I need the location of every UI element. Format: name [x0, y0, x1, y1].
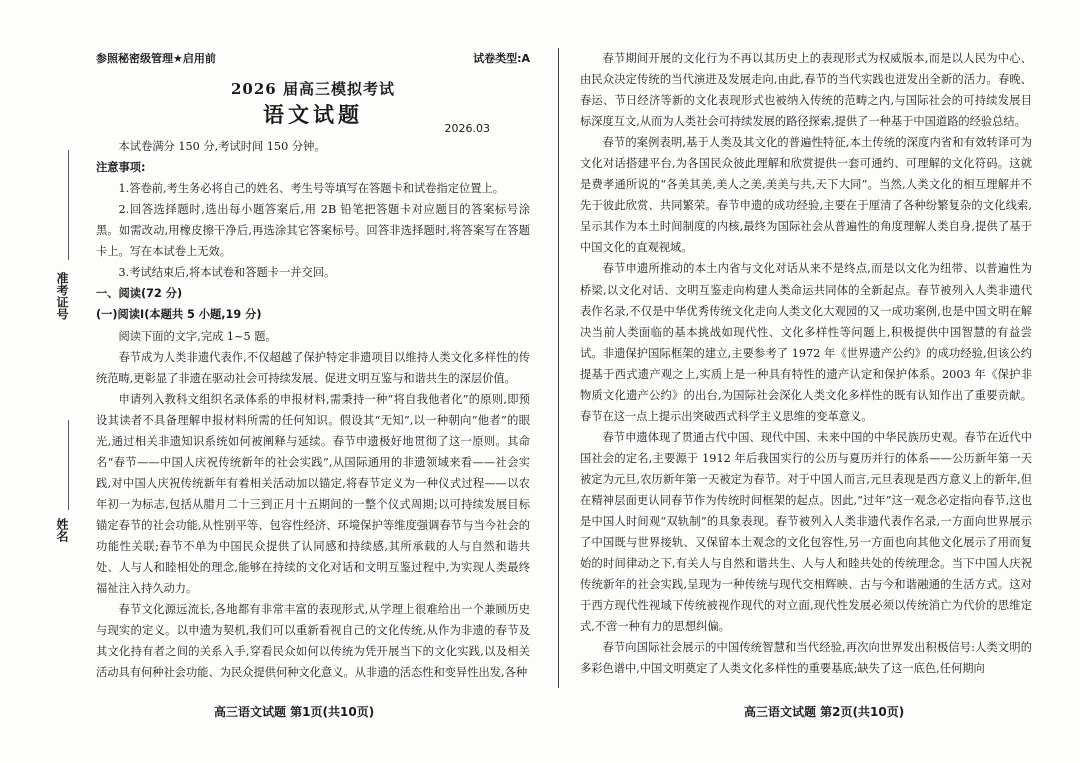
passage-paragraph: 春节的案例表明,基于人类及其文化的普遍性特征,本土传统的深度内省和有效转译可为文化对话搭建平台,为各国民众彼此理解和欣赏提供一套可通约、可理解的文化符码。这就是费孝通所说的“各美其美,美人之美,美美与共,天下大同”。当然,人类文化的相互理解并不先于彼此欣赏、共同繁荣。春节申遗的成功经验,主要在于厘清了各种纷繁复杂的文化线索,呈示其作为本土时间制度的内核,最终为国际社会从普遍性的角度理解人类自身,提供了基于中国文化的直观视域。 — [580, 136, 1032, 255]
intro-text: 本试卷满分 150 分,考试时间 150 分钟。 — [118, 140, 326, 154]
section-heading: 一、阅读(72 分) — [96, 287, 183, 301]
secrecy-label: 参照秘密级管理★启用前 — [96, 52, 216, 65]
exam-id-line — [68, 150, 69, 260]
passage-paragraph: 春节申遗体现了贯通古代中国、现代中国、未来中国的中华民族历史观。春节在近代中国社会的定名,主要源于 1912 年后我国实行的公历与夏历并行的体系——公历新年第一天被定为元旦,农历新年第一天被定为春节。对于中国人而言,元旦表现是西方意义上的新年,但在精神层面更认同春节作为传统时间框架的起点。因此,“过年”这一观念必定指向春节,这也是中国人时间观“双轨制”的具象表现。春节被列入人类非遗代表作名录,一方面向世界展示了中国既与世界接轨、又保留本土观念的文化包容性,另一方面也向其他文化展示了用而复始的时间律动之下,有关人与自然和谐共生、人与人和睦共处的传统理念。当下中国人庆祝传统新年的社会实践,呈现为一种传统与现代交相辉映、古与今和谐融通的生活方式。这对于西方现代性视域下传统被视作现代的对立面,现代性发展必须以传统消亡为代价的思维定式,不啻一种有力的思想纠偏。 — [580, 430, 1032, 634]
subject-title-row — [96, 104, 530, 136]
page-divider — [558, 48, 559, 688]
subject-title: 语文试题 — [263, 102, 363, 128]
page-1-footer: 高三语文试题 第1页(共10页) — [214, 705, 375, 719]
page-2-footer: 高三语文试题 第2页(共10页) — [744, 705, 905, 719]
subsection-heading: (一)阅读Ⅰ(本题共 5 小题,19 分) — [96, 308, 262, 322]
passage-paragraph: 申请列入教科文组织名录体系的申报材料,需秉持一种“将自我他者化”的原则,即预设其读者不具备理解申报材料所需的任何知识。假设其“无知”,以一种朝向“他者”的眼光,通过相关非遗知识系统如何被阐释与延续。春节申遗极好地贯彻了这一原则。其命名“春节——中国人庆祝传统新年的社会实践”,从国际通用的非遗领域来看——社会实践,对中国人庆祝传统新年有着相关活动加以锚定,将春节定义为一种仪式过程——以农年初一为标志,包括从腊月二十三到正月十五期间的一整个仪式周期;以可持续发展目标锚定春节的社会功能,从性别平等、包容性经济、环境保护等维度强调春节与当今社会的功能性关联;春节不单为中国民众提供了认同感和持续感,其所承载的人与自然和谐共处、人与人和睦相处的理念,能够在持续的文化对话和文明互鉴过程中,为实现人类最终福祉注入持久动力。 — [96, 392, 530, 596]
passage-paragraph: 春节期间开展的文化行为不再以其历史上的表现形式为权威版本,而是以人民为中心、由民众决定传统的当代演进及发展走向,由此,春节的当代实践也迸发出全新的活力。春晚、春运、节日经济等新的文化表现形式也被纳入传统的范畴之内,与国际社会的可持续发展目标深度互文,从而为人类社会可持续发展的路径探索,提供了一种基于中国道路的经验总结。 — [580, 52, 1032, 129]
exam-title: 2026 届高三模拟考试 — [231, 80, 395, 99]
paper-type-label: 试卷类型:A — [473, 52, 530, 65]
notice-item-1: 1.答卷前,考生务必将自己的姓名、考生号等填写在答题卡和试卷指定位置上。 — [118, 182, 505, 196]
exam-id-label: 准考证号 — [55, 272, 69, 320]
passage-paragraph: 春节向国际社会展示的中国传统智慧和当代经验,再次向世界发出积极信号:人类文明的多彩色谱中,中国文明奠定了人类文化多样性的重要基底;缺失了这一底色,任何期向 — [580, 641, 1032, 676]
name-line — [68, 420, 69, 510]
notice-item-3: 3.考试结束后,将本试卷和答题卡一并交回。 — [118, 266, 336, 280]
page-1 — [96, 48, 530, 683]
name-label: 姓名 — [55, 518, 69, 542]
binding-margin — [42, 130, 82, 570]
page-1-header — [96, 48, 530, 69]
passage-paragraph: 春节申遗所推动的本土内省与文化对话从来不是终点,而是以文化为纽带、以普遍性为桥梁,以文化对话、文明互鉴走向构建人类命运共同体的全新起点。春节被列入人类非遗代表作名录,不仅是中华优秀传统文化走向人类文化大观园的又一成功案例,也是中国文明在解决当前人类面临的基本挑战如现代性、文化多样性等问题上,积极提供中国智慧的有益尝试。非遗保护国际框架的建立,主要参考了 1972 年《世界遗产公约》的成功经验,但该公约提基于西式遗产观之上,实质上是一种具有特性的遗产认定和保护体系。2003 年《保护非物质文化遗产公约》的出台,为国际社会深化人类文化多样性的既有认知作出了重要贡献。春节在这一点上提示出突破西式科学主义思维的变革意义。 — [580, 262, 1032, 423]
reading-instruction: 阅读下面的文字,完成 1~5 题。 — [118, 329, 277, 343]
exam-date: 2026.03 — [444, 122, 490, 136]
notice-heading: 注意事项: — [96, 161, 146, 175]
notice-item-2: 2.回答选择题时,选出每小题答案后,用 2B 铅笔把答题卡对应题目的答案标号涂黑。如需改动,用橡皮擦干净后,再选涂其它答案标号。回答非选择题时,将答案写在答题卡上。写在本试卷上无效。 — [96, 203, 530, 259]
passage-paragraph: 春节成为人类非遗代表作,不仅超越了保护特定非遗项目以维持人类文化多样性的传统范畴,更彰显了非遗在驱动社会可持续发展、促进文明互鉴与和谐共生的深层价值。 — [96, 350, 530, 385]
passage-paragraph: 春节文化源远流长,各地都有非常丰富的表现形式,从学理上很难给出一个兼顾历史与现实的定义。以申遗为契机,我们可以重新看视自己的文化传统,从作为非遗的春节及其文化持有者之间的关系入手,穿看民众如何以传统为凭开展当下的文化实践,以及相关活动具有何种社会功能、为民众提供何种文化意义。从非遗的活态性和变异性出发,各种 — [96, 603, 530, 680]
page-2 — [580, 48, 1032, 679]
